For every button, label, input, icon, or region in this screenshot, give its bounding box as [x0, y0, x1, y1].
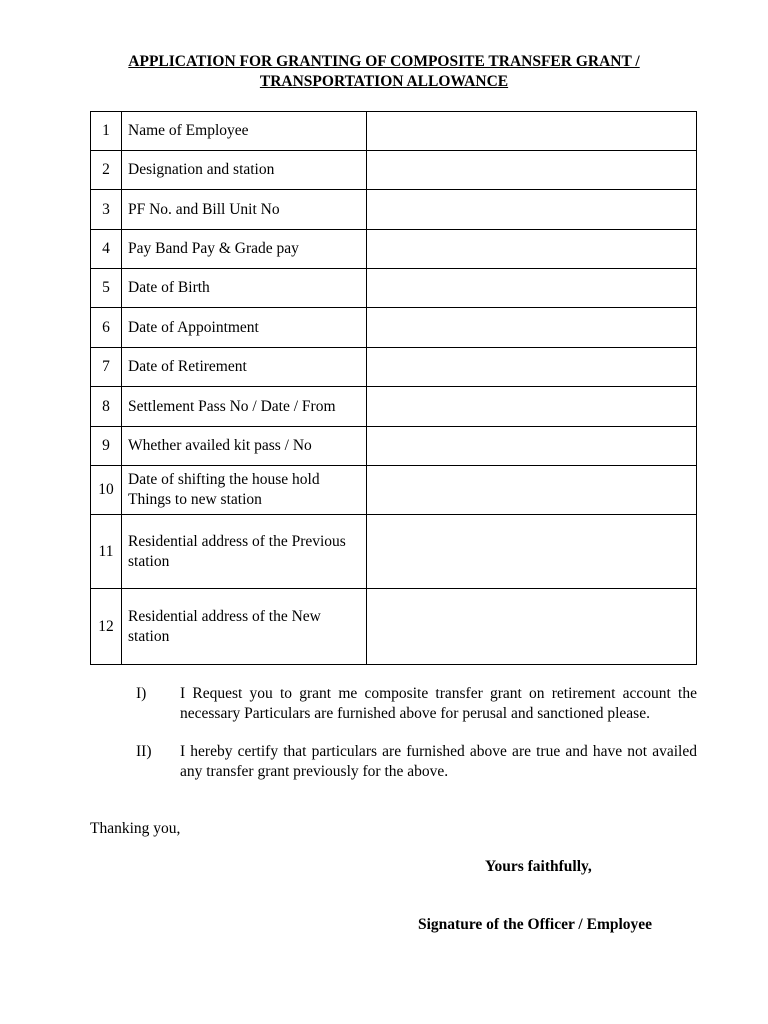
row-number: 5	[91, 269, 122, 308]
table-row	[91, 348, 697, 387]
table-row	[91, 387, 697, 427]
declaration-text: I hereby certify that particulars are furnished above are true and have not availed any transfer grant previously for the above.	[180, 743, 697, 780]
row-number: 11	[91, 515, 122, 589]
row-number: 3	[91, 190, 122, 230]
table-row	[91, 589, 697, 665]
thanking-text: Thanking you,	[90, 820, 181, 837]
table-row	[91, 190, 697, 230]
row-value-field[interactable]	[367, 112, 697, 151]
row-value-field[interactable]	[367, 230, 697, 269]
table-row	[91, 308, 697, 348]
table-row	[91, 230, 697, 269]
row-value-field[interactable]	[367, 269, 697, 308]
table-row	[91, 427, 697, 466]
row-number: 7	[91, 348, 122, 387]
row-number: 1	[91, 112, 122, 151]
row-value-field[interactable]	[367, 515, 697, 589]
table-row	[91, 466, 697, 515]
particulars-table	[90, 111, 697, 665]
row-value-field[interactable]	[367, 387, 697, 427]
row-label: Date of Birth	[122, 269, 367, 308]
title-line-1: APPLICATION FOR GRANTING OF COMPOSITE TRANSFER GRANT /	[128, 53, 640, 70]
declarations-list	[90, 684, 697, 781]
row-value-field[interactable]	[367, 427, 697, 466]
title-line-2: TRANSPORTATION ALLOWANCE	[259, 73, 509, 90]
table-row	[91, 151, 697, 190]
form-title	[0, 52, 768, 92]
row-label: Residential address of the Previous station	[122, 515, 367, 589]
row-value-field[interactable]	[367, 348, 697, 387]
row-label: Date of shifting the house hold Things to new station	[122, 466, 367, 515]
declaration-marker: I)	[136, 685, 147, 702]
row-value-field[interactable]	[367, 589, 697, 665]
row-label: Date of Retirement	[122, 348, 367, 387]
row-value-field[interactable]	[367, 190, 697, 230]
table-row	[91, 269, 697, 308]
row-number: 12	[91, 589, 122, 665]
row-value-field[interactable]	[367, 466, 697, 515]
row-value-field[interactable]	[367, 151, 697, 190]
table-row	[91, 515, 697, 589]
yours-faithfully: Yours faithfully,	[485, 858, 592, 875]
row-label: Residential address of the New station	[122, 589, 367, 665]
row-label: Pay Band Pay & Grade pay	[122, 230, 367, 269]
row-number: 2	[91, 151, 122, 190]
row-number: 9	[91, 427, 122, 466]
row-number: 4	[91, 230, 122, 269]
row-label: PF No. and Bill Unit No	[122, 190, 367, 230]
row-number: 8	[91, 387, 122, 427]
declaration-marker: II)	[136, 743, 152, 760]
row-number: 6	[91, 308, 122, 348]
declaration-item	[90, 742, 697, 781]
declaration-text: I Request you to grant me composite transfer grant on retirement account the necessary Particulars are furnished above for perusal and sanctioned please.	[180, 685, 697, 722]
signature-line: Signature of the Officer / Employee	[418, 916, 653, 933]
declaration-item	[90, 684, 697, 723]
row-label: Date of Appointment	[122, 308, 367, 348]
row-label: Whether availed kit pass / No	[122, 427, 367, 466]
row-label: Settlement Pass No / Date / From	[122, 387, 367, 427]
table-row	[91, 112, 697, 151]
row-value-field[interactable]	[367, 308, 697, 348]
row-label: Name of Employee	[122, 112, 367, 151]
row-label: Designation and station	[122, 151, 367, 190]
row-number: 10	[91, 466, 122, 515]
